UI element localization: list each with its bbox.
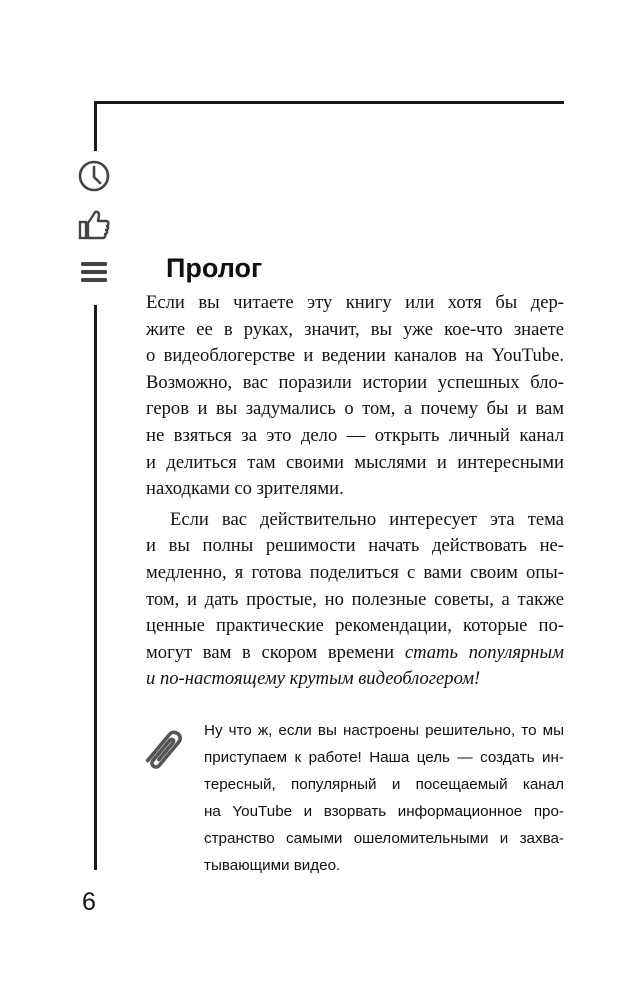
paragraph-1 xyxy=(146,290,564,503)
text-line: и делиться там своими мыслями и интересными xyxy=(146,451,564,473)
text-line: о видеоблогерстве и ведении каналов на YouTube. xyxy=(146,345,564,367)
thumbs-up-icon xyxy=(76,206,112,242)
text-line: находками со зрителями. xyxy=(146,478,344,500)
note-line: тывающими видео. xyxy=(204,857,341,874)
body-text xyxy=(146,290,564,693)
clock-icon xyxy=(76,158,112,194)
text-line xyxy=(146,640,564,667)
text-span: могут вам в скором времени xyxy=(146,641,405,663)
note-line: Ну что ж, если вы настроены решительно, то мы xyxy=(204,722,564,739)
text-line xyxy=(146,666,564,693)
paragraph-2 xyxy=(146,507,564,693)
text-line: не взяться за это дело — открыть личный канал xyxy=(146,424,564,446)
text-line: ценные практические рекомендации, которые по- xyxy=(146,615,564,637)
note-line: тересный, популярный и посещаемый канал xyxy=(204,776,564,793)
note-line: приступаем к работе! Наша цель — создать ин- xyxy=(204,749,564,766)
text-line: медленно, я готова поделиться с вами своим опы- xyxy=(146,561,564,583)
menu-icon xyxy=(76,254,112,290)
text-line: том, и дать простые, но полезные советы, а также xyxy=(146,588,564,610)
frame-left-rule-lower xyxy=(94,305,97,870)
text-line: и вы полны решимости начать действовать не- xyxy=(146,535,564,557)
italic-span: и по-настоящему крутым видеоблогером! xyxy=(146,668,481,690)
text-line: Возможно, вас поразили истории успешных бло- xyxy=(146,371,564,393)
note-line: на YouTube и взорвать информационное про- xyxy=(204,803,564,820)
frame-top-rule xyxy=(94,101,564,104)
note-line: странство самыми ошеломительными и захва- xyxy=(204,830,564,847)
frame-left-rule-upper xyxy=(94,101,97,151)
text-line: геров и вы задумались о том, а почему бы и вам xyxy=(146,398,564,420)
text-line: жите ее в руках, значит, вы уже кое-что знаете xyxy=(146,318,564,340)
chapter-title: Пролог xyxy=(166,253,263,283)
page-number: 6 xyxy=(82,888,96,916)
italic-span: стать популярным xyxy=(404,641,564,663)
note-block xyxy=(204,717,564,879)
text-line: Если вас действительно интересует эта тема xyxy=(170,508,564,530)
text-line: Если вы читаете эту книгу или хотя бы дер- xyxy=(146,292,564,313)
paperclip-icon xyxy=(138,720,188,780)
